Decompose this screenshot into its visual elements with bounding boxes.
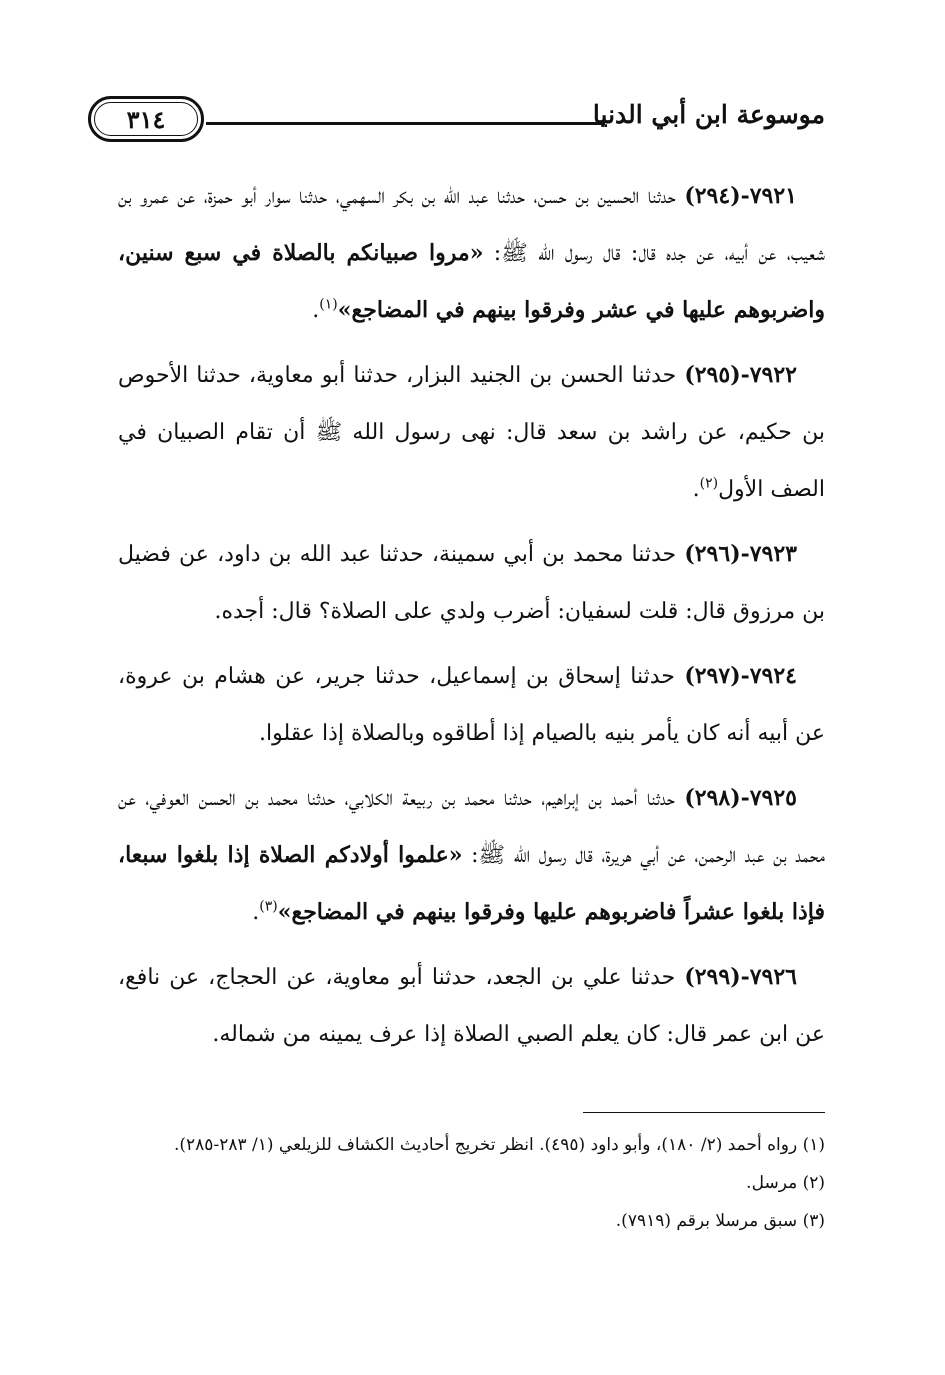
hadith-text: «علموا أولادكم الصلاة إذا بلغوا سبعا، فإذا بلغوا عشراً فاضربوهم عليها وفرقوا بينهم في المضاجع» bbox=[118, 842, 825, 925]
narration-paragraph bbox=[118, 648, 825, 762]
narration-paragraph bbox=[118, 168, 825, 339]
hadith-text: «مروا صبيانكم بالصلاة في سبع سنين، واضربوهم عليها في عشر وفرقوا بينهم في المضاجع» bbox=[118, 240, 825, 323]
footnote: (٢) مرسل. bbox=[746, 1173, 825, 1193]
footnote-ref: (٣) bbox=[259, 898, 278, 915]
narration-number: ٧٩٢١-(٢٩٤) bbox=[684, 183, 797, 209]
narration-number: ٧٩٢٦-(٢٩٩) bbox=[684, 964, 797, 990]
page-header bbox=[88, 92, 825, 154]
narration-number: ٧٩٢٤-(٢٩٧) bbox=[684, 663, 797, 689]
page-number: ٣١٤ bbox=[126, 104, 166, 134]
narration-tail: . bbox=[692, 477, 700, 502]
narration-text: حدثنا الحسين بن حسن، حدثنا عبد الله بن بكر السهمي، حدثنا سوار أبو حمزة، عن عمرو بن شعيب، عن أبيه، عن جده قال: قال رسول الله ﷺ: bbox=[118, 184, 826, 266]
narration-paragraph bbox=[118, 770, 825, 941]
page-number-badge bbox=[88, 96, 204, 142]
narration-text: حدثنا إسحاق بن إسماعيل، حدثنا جرير، عن هشام بن عروة، عن أبيه أنه كان يأمر بنيه بالصيام إذا أطاقوه وبالصلاة إذا عقلوا. bbox=[118, 664, 825, 746]
narration-paragraph bbox=[118, 949, 825, 1063]
main-text bbox=[118, 168, 825, 1071]
book-title: موسوعة ابن أبي الدنيا bbox=[592, 100, 825, 129]
footnote-divider bbox=[583, 1112, 825, 1113]
narration-text: حدثنا الحسن بن الجنيد البزار، حدثنا أبو معاوية، حدثنا الأحوص بن حكيم، عن راشد بن سعد قال: نهى رسول الله ﷺ أن تقام الصبيان في الصف الأول bbox=[118, 363, 825, 502]
narration-tail: . bbox=[252, 900, 260, 925]
narration-text: حدثنا محمد بن أبي سمينة، حدثنا عبد الله بن داود، عن فضيل بن مرزوق قال: قلت لسفيان: أضرب ولدي على الصلاة؟ قال: أجده. bbox=[118, 542, 825, 624]
narration-text: حدثنا علي بن الجعد، حدثنا أبو معاوية، عن الحجاج، عن نافع، عن ابن عمر قال: كان يعلم الصبي الصلاة إذا عرف يمينه من شماله. bbox=[118, 965, 825, 1047]
narration-paragraph bbox=[118, 347, 825, 518]
narration-text: حدثنا أحمد بن إبراهيم، حدثنا محمد بن ربيعة الكلابي، حدثنا محمد بن الحسن العوفي، عن محمد بن عبد الرحمن، عن أبي هريرة، قال رسول الله ﷺ: bbox=[118, 786, 826, 868]
footnotes bbox=[118, 1128, 825, 1242]
footnote: (١) رواه أحمد (٢/ ١٨٠)، وأبو داود (٤٩٥). انظر تخريج أحاديث الكشاف للزيلعي (١/ ٢٨٣-٢٨٥). bbox=[173, 1135, 825, 1155]
narration-number: ٧٩٢٣-(٢٩٦) bbox=[684, 541, 797, 567]
narration-paragraph bbox=[118, 526, 825, 640]
footnote: (٣) سبق مرسلا برقم (٧٩١٩). bbox=[615, 1211, 825, 1231]
header-rule bbox=[206, 122, 605, 125]
narration-number: ٧٩٢٥-(٢٩٨) bbox=[684, 785, 797, 811]
footnote-ref: (١) bbox=[319, 296, 338, 313]
narration-number: ٧٩٢٢-(٢٩٥) bbox=[684, 362, 797, 388]
narration-tail: . bbox=[312, 298, 320, 323]
footnote-ref: (٢) bbox=[699, 475, 719, 492]
